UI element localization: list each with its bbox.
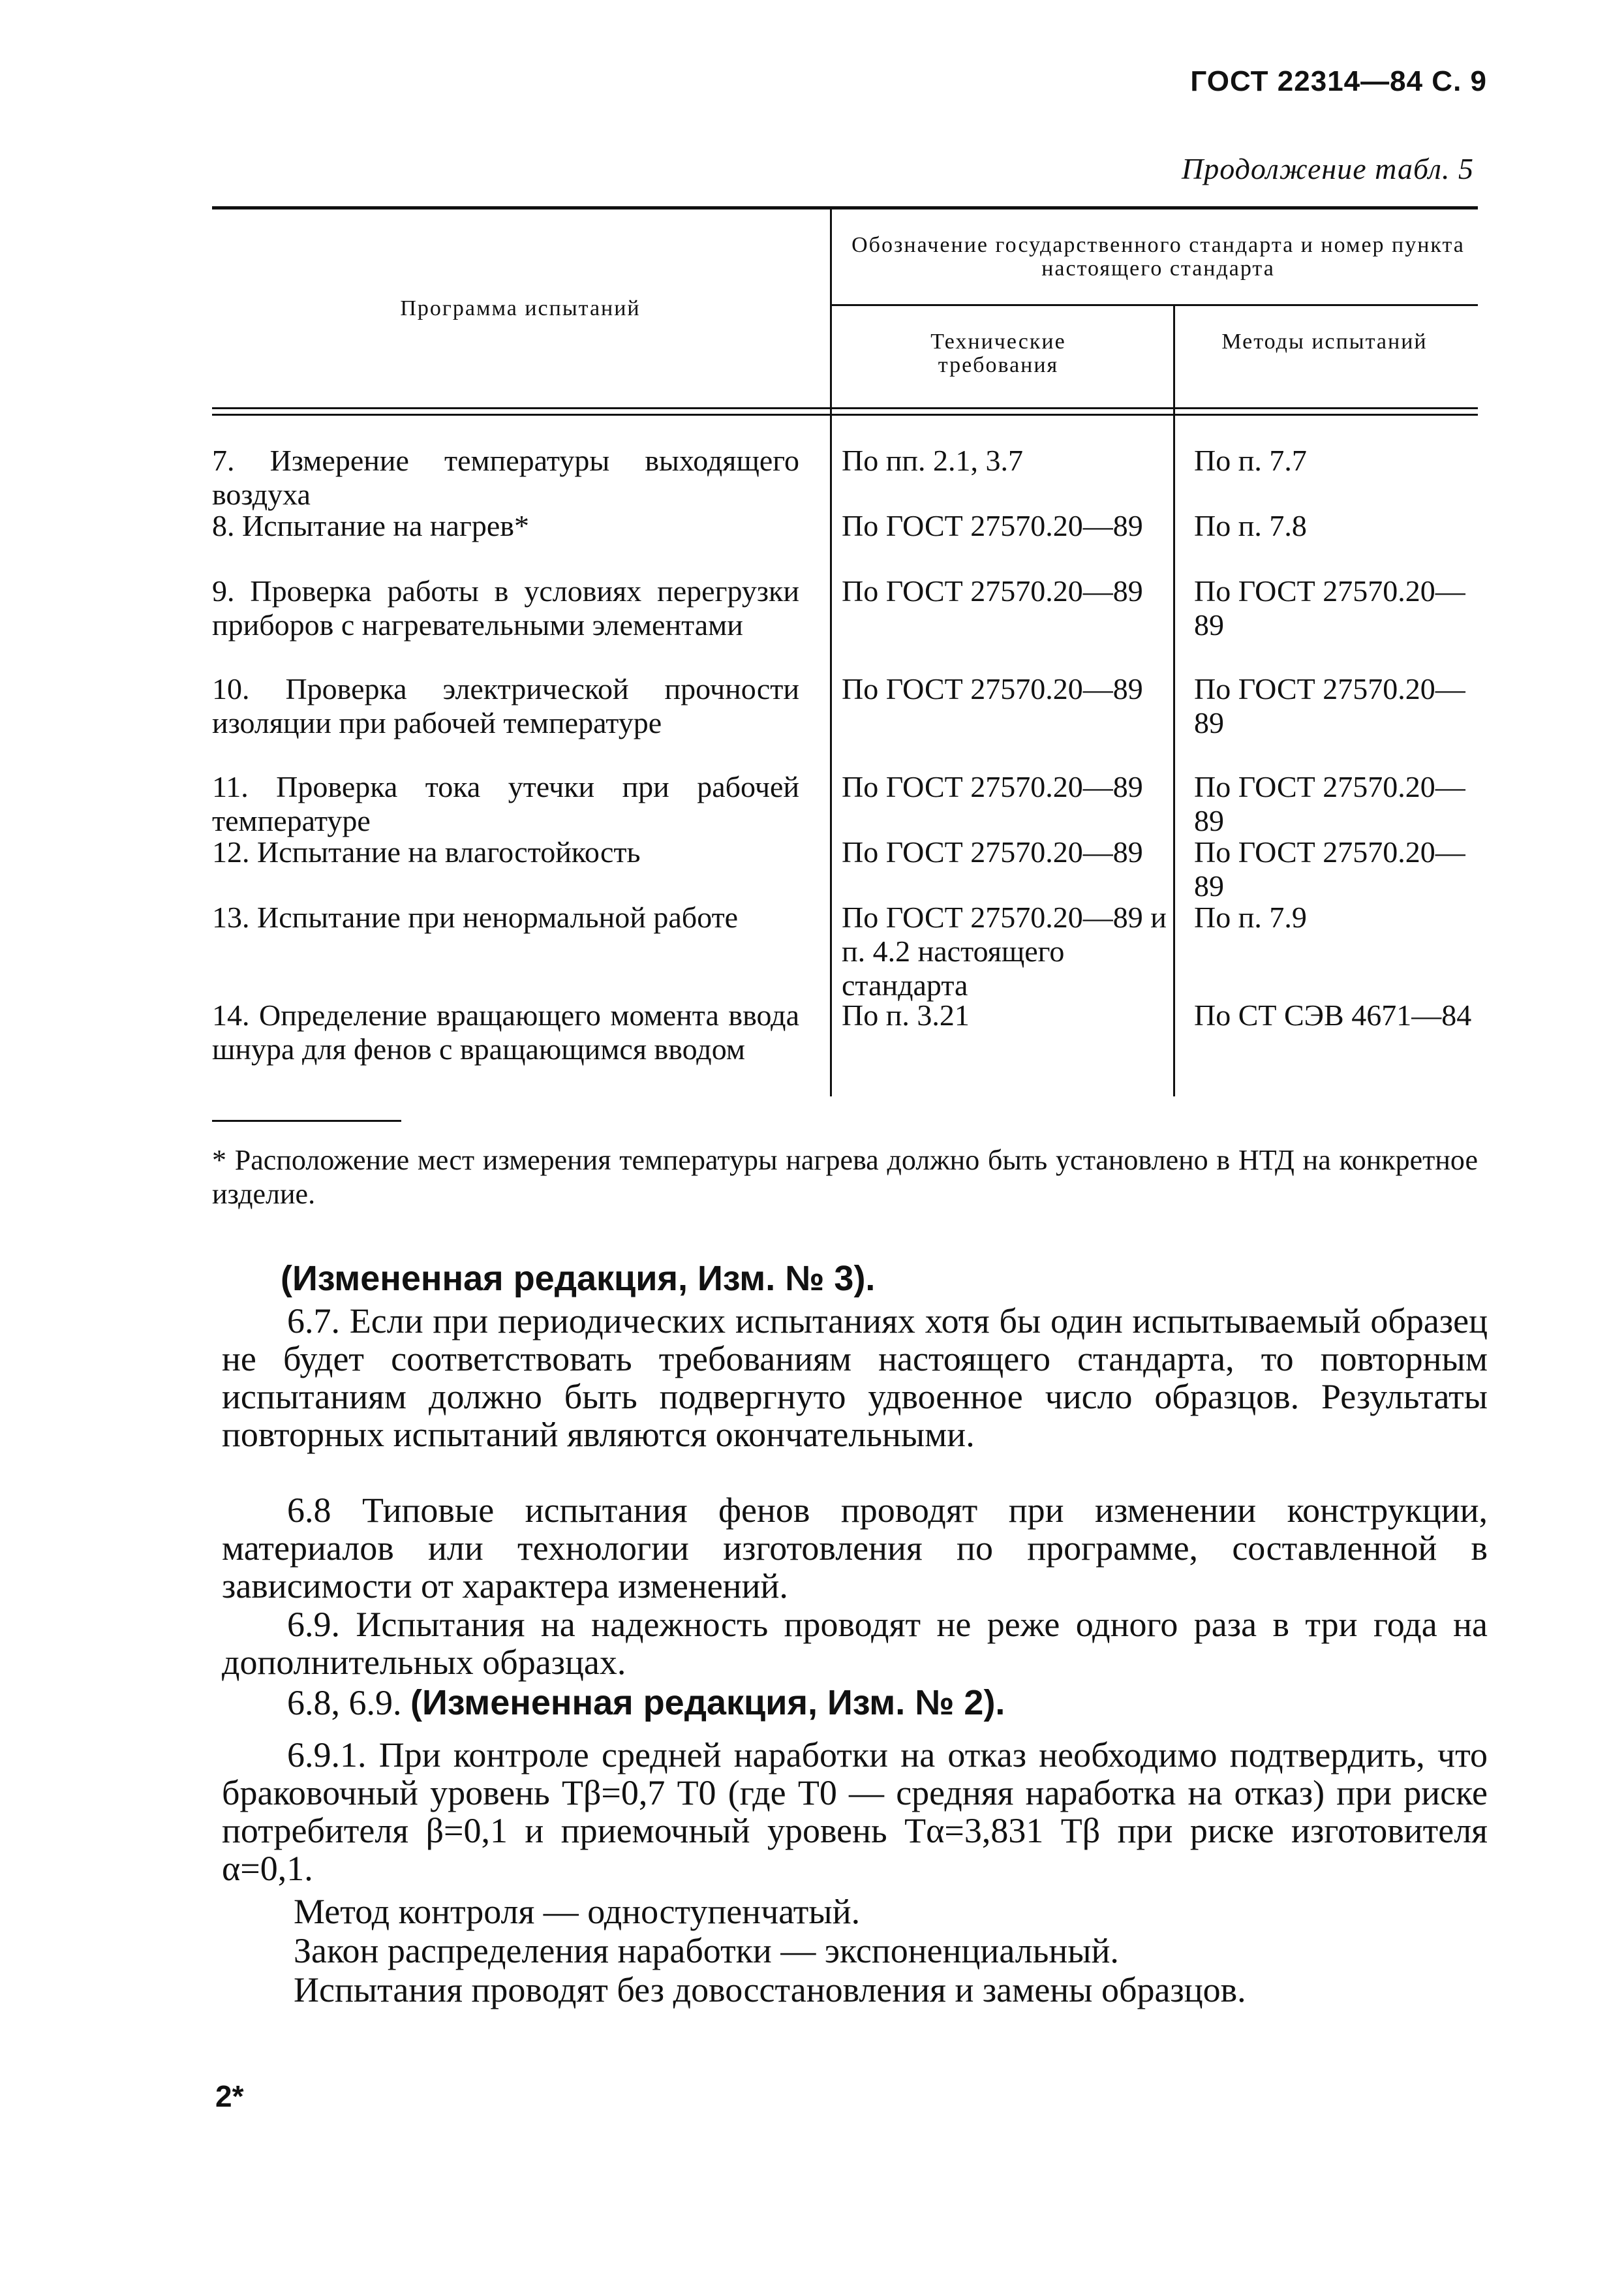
table-row-program: 12. Испытание на влагостойкость (212, 835, 641, 869)
paragraph-6-9-text: 6.9. Испытания на надежность проводят не реже одного раза в три года на дополнительных образцах. (222, 1605, 1488, 1682)
table-row-technical: По пп. 2.1, 3.7 (842, 444, 1023, 477)
table-group-rule (832, 304, 1478, 306)
table-row-methods: По п. 7.7 (1194, 444, 1307, 477)
table-row-technical: По ГОСТ 27570.20—89 (842, 509, 1143, 542)
paragraph-6-7-text: 6.7. Если при периодических испытаниях хотя бы один испытываемый образец не будет соответствовать требованиям настоящего стандарта, то повторным испытаниям должно быть подвергнуто удвоенное число образцов. Результаты повторных испытаний являются окончательными. (222, 1301, 1488, 1454)
amendment-2-text: (Измененная редакция, Изм. № 2). (410, 1683, 1005, 1722)
paragraph-6-8-text: 6.8 Типовые испытания фенов проводят при изменении конструкции, материалов или технологии изготовления по программе, составленной в зависимости от характера изменений. (222, 1491, 1488, 1605)
column-header-program: Программа испытаний (400, 296, 641, 320)
footnote: * Расположение мест измерения температуры нагрева должно быть установлено в НТД на конкретное изделие. (212, 1144, 1478, 1210)
distribution-law (222, 1932, 1488, 1970)
column-header-standard: Обозначение государственного стандарта и номер пункта настоящего стандарта (851, 233, 1465, 281)
column-header-technical: Технические требования (930, 330, 1066, 377)
table-row-methods: По п. 7.8 (1194, 509, 1307, 542)
control-method-text: Метод контроля — одноступенчатый. (294, 1892, 861, 1931)
table-row-technical: По ГОСТ 27570.20—89 и п. 4.2 настоящего стандарта (842, 901, 1167, 1002)
table-row-program: 9. Проверка работы в условиях перегрузки приборов с нагревательными элементами (212, 574, 799, 642)
table-row-methods: По ГОСТ 27570.20—89 (1194, 574, 1465, 642)
table-column-divider (830, 209, 832, 1096)
table-row-methods: По ГОСТ 27570.20—89 (1194, 672, 1465, 739)
amendment-3-text: (Измененная редакция, Изм. № 3). (281, 1259, 876, 1298)
footnote-separator (212, 1120, 401, 1122)
paragraph-6-9-1 (222, 1736, 1488, 1887)
table-top-rule (212, 206, 1478, 209)
amendment-note-3 (222, 1260, 1488, 1297)
table-row-program: 11. Проверка тока утечки при рабочей температуре (212, 770, 799, 837)
table-header-rule (212, 407, 1478, 409)
distribution-law-text: Закон распределения наработки — экспоненциальный. (294, 1931, 1119, 1970)
table-row-program: 8. Испытание на нагрев* (212, 509, 529, 542)
table-row-technical: По ГОСТ 27570.20—89 (842, 672, 1143, 705)
table-row-technical: По п. 3.21 (842, 999, 970, 1032)
control-method (222, 1893, 1488, 1930)
table-row-methods: По ГОСТ 27570.20—89 (1194, 835, 1465, 903)
paragraph-6-9-1-text: 6.9.1. При контроле средней наработки на отказ необходимо подтвердить, что браковочный уровень Tβ=0,7 T0 (где T0 — средняя наработка на отказ) при риске потребителя β=0,1 и приемочный уровень Tα=3,831 Tβ при риске изготовителя α=0,1. (222, 1735, 1488, 1888)
table-row-methods: По ГОСТ 27570.20—89 (1194, 770, 1465, 837)
table-row-technical: По ГОСТ 27570.20—89 (842, 770, 1143, 803)
tests-note-text: Испытания проводят без довосстановления и замены образцов. (294, 1970, 1246, 2009)
table-row-technical: По ГОСТ 27570.20—89 (842, 835, 1143, 869)
table-row-program: 10. Проверка электрической прочности изоляции при рабочей температуре (212, 672, 799, 739)
amendment-2-prefix: 6.8, 6.9. (287, 1683, 402, 1722)
paragraph-6-9 (222, 1605, 1488, 1681)
column-header-methods: Методы испытаний (1221, 330, 1428, 354)
table-continuation-label: Продолжение табл. 5 (1182, 152, 1474, 185)
paragraph-6-7 (222, 1302, 1488, 1453)
tests-note (222, 1971, 1488, 2009)
table-row-program: 14. Определение вращающего момента ввода шнура для фенов с вращающимся вводом (212, 999, 799, 1066)
amendment-note-2 (222, 1684, 1488, 1722)
table-row-methods: По СТ СЭВ 4671—84 (1194, 999, 1472, 1032)
table-row-program: 7. Измерение температуры выходящего воздуха (212, 444, 799, 511)
document-header: ГОСТ 22314—84 С. 9 (1190, 65, 1487, 97)
table-row-technical: По ГОСТ 27570.20—89 (842, 574, 1143, 608)
table-row-methods: По п. 7.9 (1194, 901, 1307, 934)
page-number: 2* (215, 2079, 244, 2113)
table-row-program: 13. Испытание при ненормальной работе (212, 901, 739, 934)
table-header-rule-2 (212, 414, 1478, 416)
paragraph-6-8 (222, 1491, 1488, 1605)
